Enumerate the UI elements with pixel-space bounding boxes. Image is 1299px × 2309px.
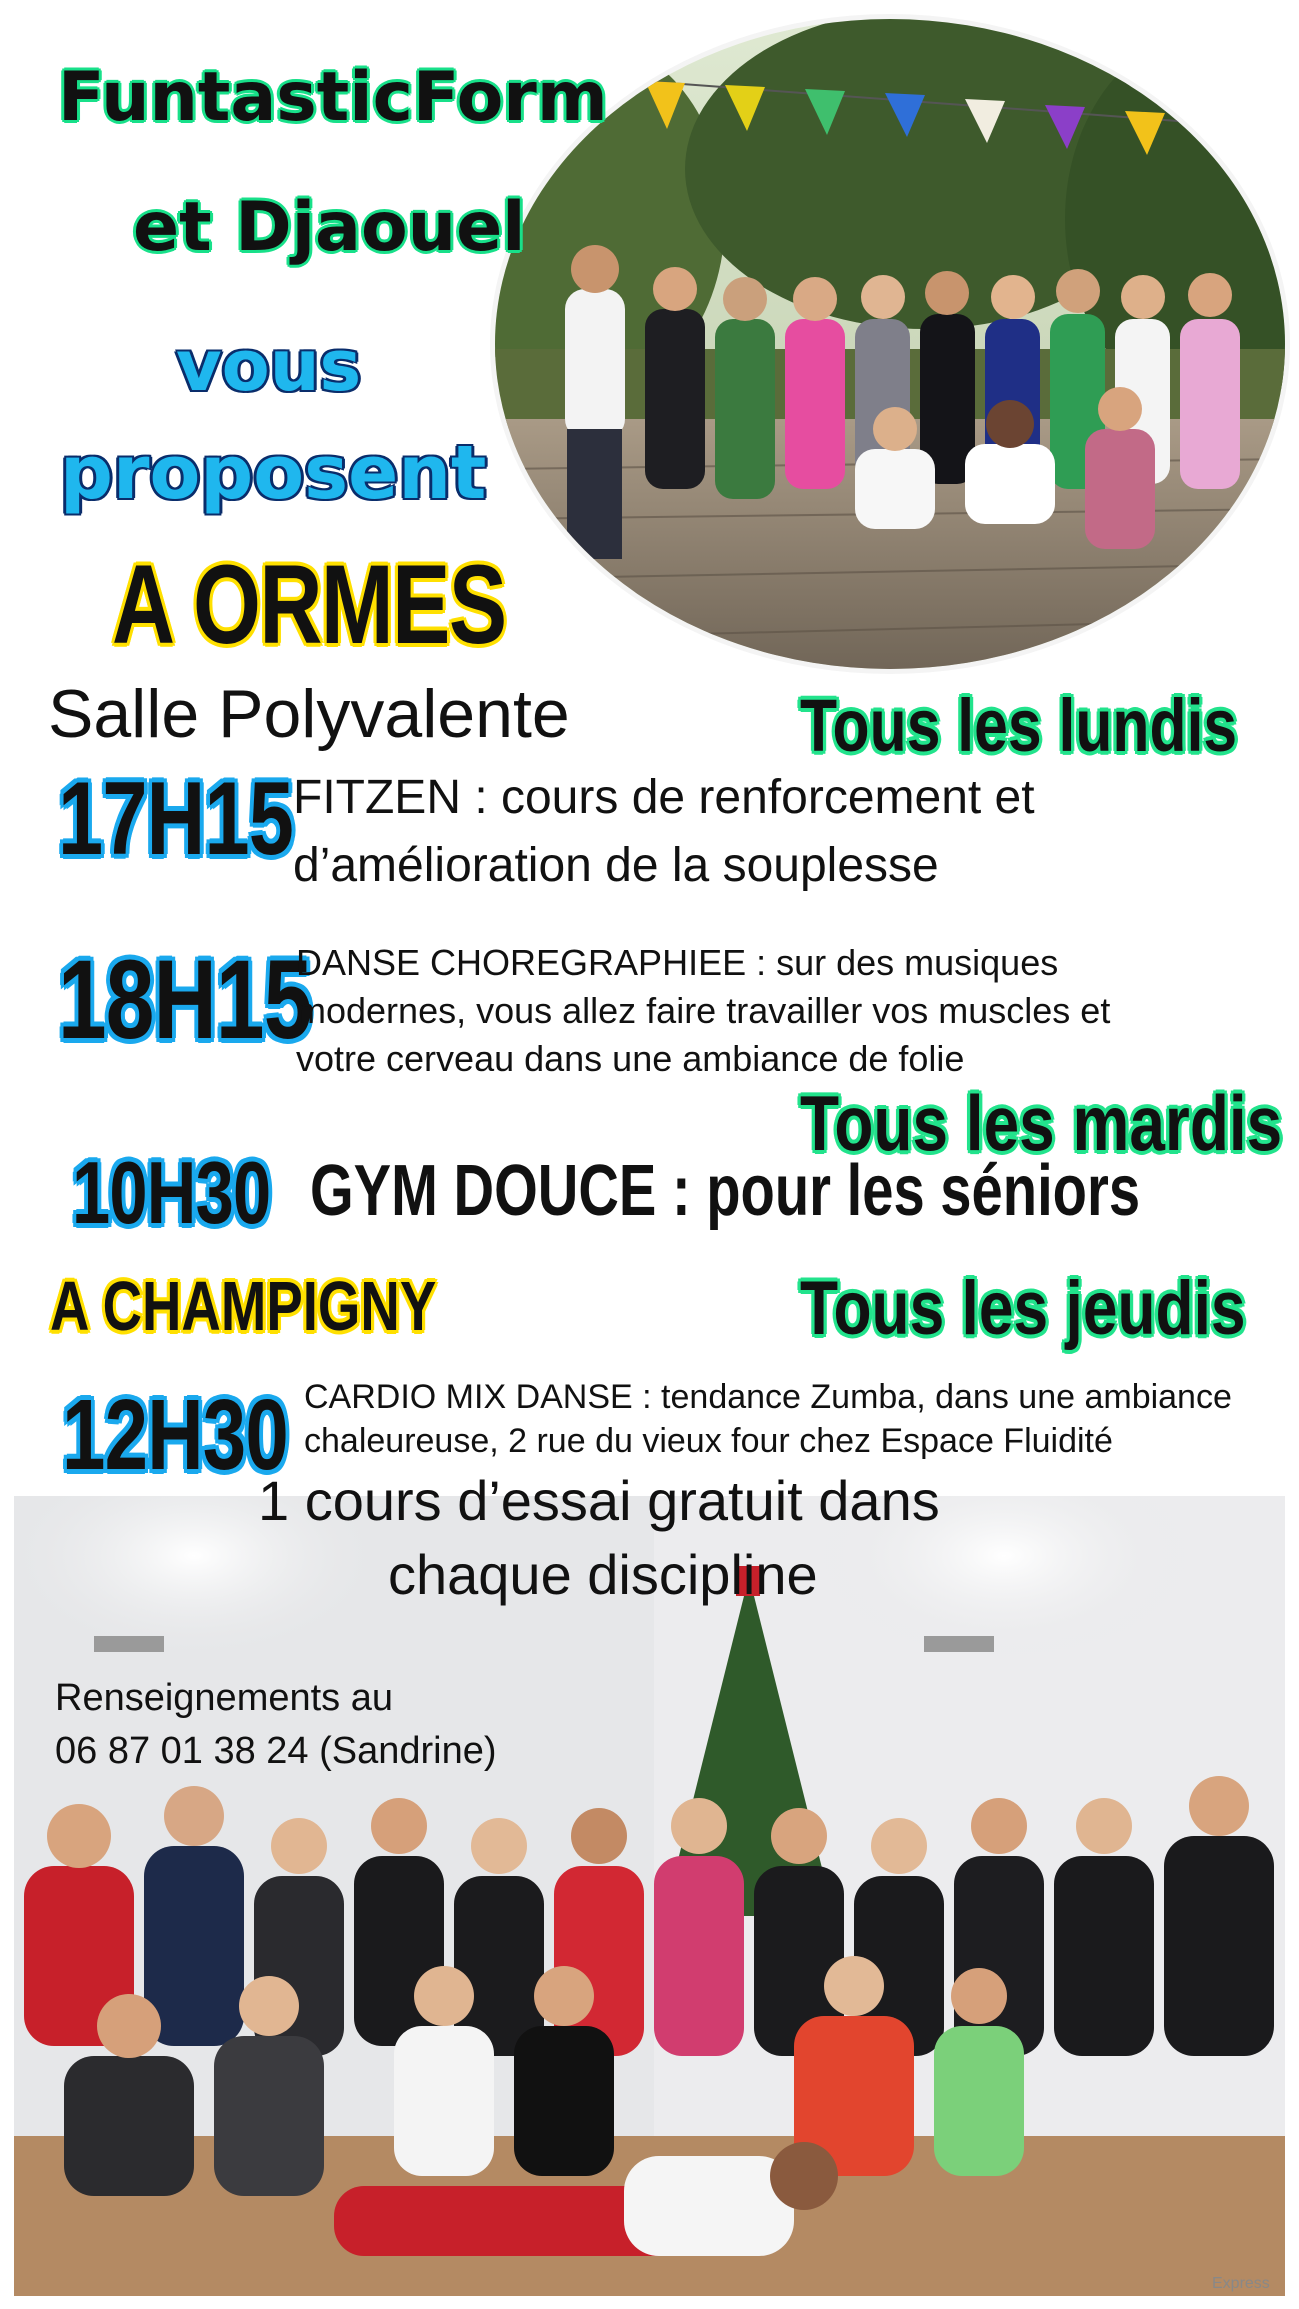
- day-monday: Tous les lundis: [800, 684, 1238, 767]
- photo-watermark-text: Express: [1212, 2275, 1270, 2292]
- brand-title-line2: et Djaouel: [133, 188, 526, 267]
- danse-desc-line2: modernes, vous allez faire travailler vos muscles et: [296, 990, 1111, 1031]
- day-tuesday: Tous les mardis: [800, 1079, 1283, 1167]
- title-proposent: proposent: [60, 430, 487, 516]
- brand-title-line1: FuntasticForm: [58, 58, 608, 137]
- time-10h30: 10H30: [72, 1143, 271, 1242]
- venue-label: Salle Polyvalente: [48, 676, 570, 752]
- time-12h30: 12H30: [62, 1379, 288, 1491]
- cardio-desc-line2: chaleureuse, 2 rue du vieux four chez Espace Fluidité: [304, 1422, 1113, 1460]
- danse-desc-line3: votre cerveau dans une ambiance de folie: [296, 1038, 965, 1079]
- time-18h15: 18H15: [58, 937, 312, 1062]
- group-photo-outdoor: [490, 14, 1290, 674]
- day-thursday: Tous les jeudis: [800, 1266, 1246, 1351]
- location-champigny: A CHAMPIGNY: [50, 1267, 437, 1345]
- group-photo-christmas: [14, 1496, 1285, 2296]
- cardio-desc-line1: CARDIO MIX DANSE : tendance Zumba, dans une ambiance: [304, 1378, 1232, 1416]
- title-vous: vous: [176, 325, 362, 407]
- free-trial-line2: chaque discipline: [388, 1543, 818, 1606]
- fitzen-desc-line1: FITZEN : cours de renforcement et: [293, 771, 1035, 824]
- free-trial-line1: 1 cours d’essai gratuit dans: [258, 1469, 940, 1532]
- contact-label: Renseignements au: [55, 1677, 393, 1719]
- location-ormes: A ORMES: [112, 542, 506, 667]
- time-17h15: 17H15: [58, 761, 294, 877]
- contact-phone: 06 87 01 38 24 (Sandrine): [55, 1730, 497, 1772]
- gym-douce-desc: GYM DOUCE : pour les séniors: [310, 1151, 1141, 1231]
- christmas-photo-illustration: [14, 1496, 1285, 2296]
- danse-desc-line1: DANSE CHOREGRAPHIEE : sur des musiques: [296, 942, 1059, 983]
- outdoor-photo-illustration: [495, 19, 1290, 674]
- fitzen-desc-line2: d’amélioration de la souplesse: [293, 839, 939, 892]
